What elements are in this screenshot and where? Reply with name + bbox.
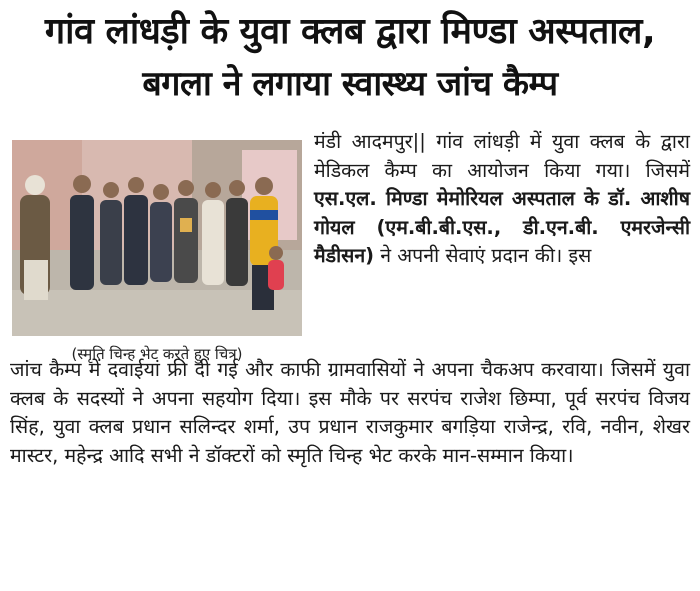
article-paragraph-1 xyxy=(314,128,690,271)
news-photo xyxy=(12,140,302,336)
headline xyxy=(0,6,700,110)
article-column-right xyxy=(314,128,690,271)
headline-line-2: बगला ने लगाया स्वास्थ्य जांच कैम्प xyxy=(142,64,558,104)
group-photo-image xyxy=(12,140,302,336)
photo-caption: (स्मृति चिन्ह भेट करते हुए चित्र) xyxy=(71,345,243,363)
doctor-name-bold: एस.एल. मिण्डा मेमोरियल अस्पताल के डॉ. आशीष गोयल (एम.बी.बी.एस., डी.एन.बी. एमरजेन्सी मैडीसन) xyxy=(314,187,690,267)
paragraph-1-start: मंडी आदमपुर|| गांव लांधड़ी में युवा क्लब के द्वारा मेडिकल कैम्प का आयोजन किया गया। जिसमें xyxy=(314,130,690,182)
paragraph-1-end: ने अपनी सेवाएं प्रदान की। इस xyxy=(374,244,592,267)
article-full-width xyxy=(10,356,690,470)
article-paragraph-2: जांच कैम्प में दवाईयां फ्री दी गई और काफी ग्रामवासियों ने अपना चैकअप करवाया। जिसमें युवा क्लब के सदस्यों ने अपना सहयोग दिया। इस मौके पर सरपंच राजेश छिम्पा, पूर्व सरपंच विजय सिंह, युवा क्लब प्रधान सलिन्दर शर्मा, उप प्रधान राजकुमार बगड़िया राजेन्द्र, रवि, नवीन, शेखर मास्टर, महेन्द्र आदि सभी ने डॉक्टरों को स्मृति चिन्ह भेट करके मान-सम्मान किया। xyxy=(10,358,690,467)
headline-line-1: गांव लांधड़ी के युवा क्लब द्वारा मिण्डा अस्पताल, xyxy=(44,11,656,52)
